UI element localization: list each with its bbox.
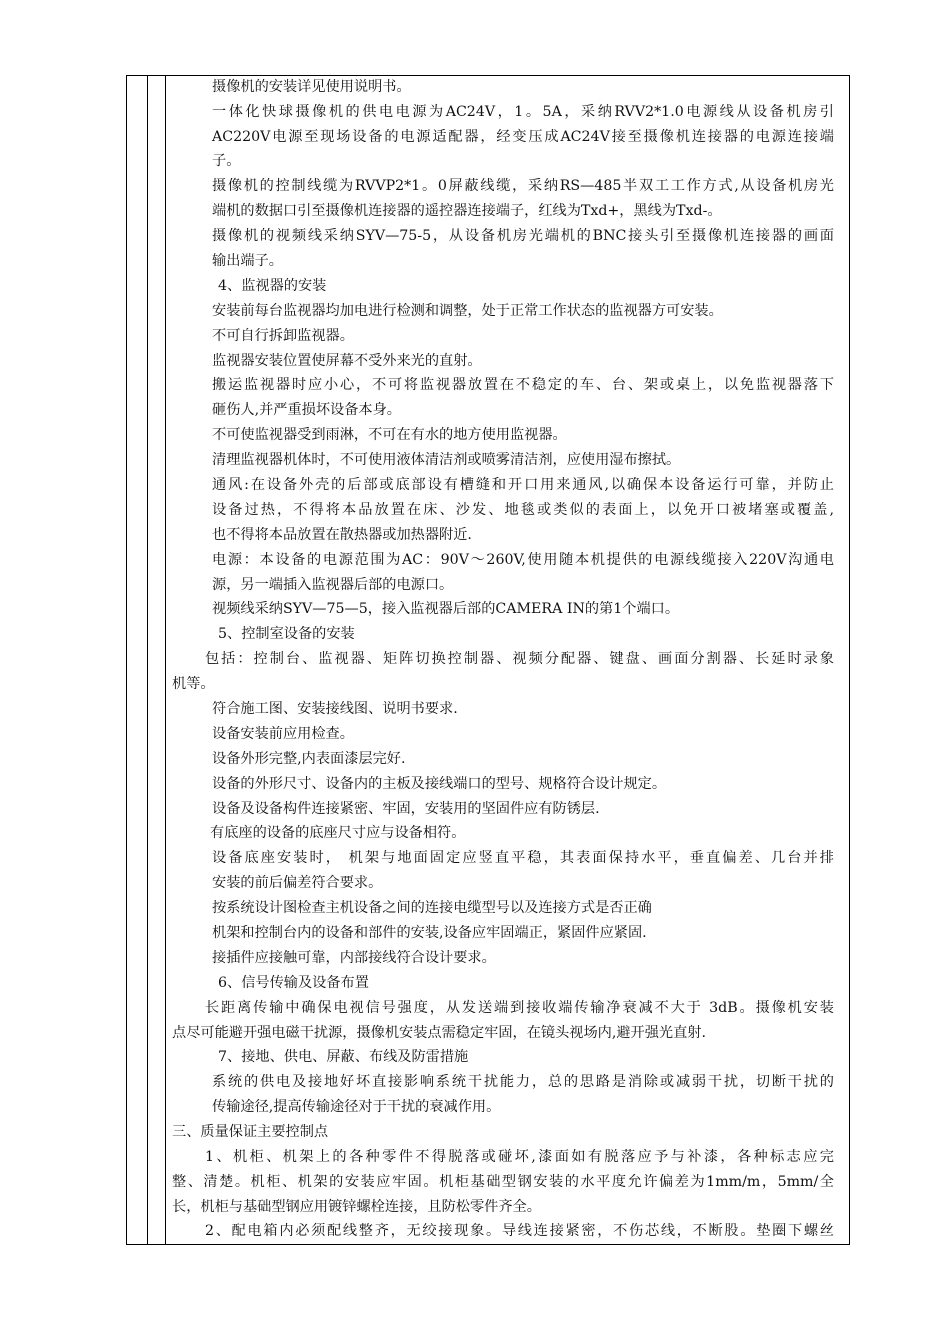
text-line: 三、质量保证主要控制点 [172,1124,329,1140]
text-line: 不可自行拆卸监视器。 [212,328,354,344]
text-line: 接插件应接触可靠，内部接线符合设计要求。 [212,950,496,966]
text-line: 设备及设备构件连接紧密、牢固，安装用的坚固件应有防锈层. [212,801,600,817]
text-line: 子。 [212,153,241,169]
text-line: 点尽可能避开强电磁干扰源，摄像机安装点需稳定牢固，在镜头视场内,避开强光直射. [172,1025,706,1041]
text-line: 2、配电箱内必须配线整齐，无绞接现象。导线连接紧密，不伤芯线，不断股。垫圈下螺丝 [205,1223,834,1239]
text-line: 设备过热，不得将本品放置在床、沙发、地毯或类似的表面上，以免开口被堵塞或覆盖, [212,502,834,518]
text-line: 摄像机的安装详见使用说明书。 [212,79,411,95]
text-line: 监视器安装位置使屏幕不受外来光的直射。 [212,353,482,369]
text-line: 源，另一端插入监视器后部的电源口。 [212,577,454,593]
text-line: AC220V电源至现场设备的电源适配器，经变压成AC24V接至摄像机连接器的电源连接端 [212,129,834,145]
text-line: 有底座的设备的底座尺寸应与设备相符。 [210,825,466,841]
text-line: 不可使监视器受到雨淋，不可在有水的地方使用监视器。 [212,427,567,443]
text-line: 机架和控制台内的设备和部件的安装,设备应牢固端正，紧固件应紧固. [212,925,647,941]
text-line: 长距离传输中确保电视信号强度，从发送端到接收端传输净衰减不大于 3dB。摄像机安装 [205,1000,834,1016]
text-line: 安装前每台监视器均加电进行检测和调整，处于正常工作状态的监视器方可安装。 [212,303,723,319]
text-line: 传输途径,提高传输途径对于干扰的衰减作用。 [212,1099,501,1115]
text-line: 5、控制室设备的安装 [218,626,355,642]
text-line: 电源：本设备的电源范围为AC：90V～260V,使用随本机提供的电源线缆接入220V沟通电 [212,552,834,568]
text-line: 4、监视器的安装 [218,278,327,294]
text-line: 7、接地、供电、屏蔽、布线及防雷措施 [218,1049,469,1065]
text-line: 视频线采纳SYV—75—5，接入监视器后部的CAMERA IN的第1个端口。 [212,601,680,617]
text-line: 砸伤人,并严重损坏设备本身。 [212,402,401,418]
text-line: 符合施工图、安装接线图、说明书要求. [212,701,458,717]
text-line: 端机的数据口引至摄像机连接器的遥控器连接端子，红线为Txd+，黑线为Txd-。 [212,203,722,219]
text-line: 1、机柜、机架上的各种零件不得脱落或碰坏,漆面如有脱落应予与补漆，各种标志应完 [205,1149,834,1165]
text-line: 整、清楚。机柜、机架的安装应牢固。机柜基础型钢安装的水平度允许偏差为1mm/m，5mm/全 [172,1174,834,1190]
text-line: 安装的前后偏差符合要求。 [212,875,383,891]
text-line: 包括：控制台、监视器、矩阵切换控制器、视频分配器、键盘、画面分割器、长延时录象 [205,651,834,667]
text-line: 设备底座安装时， 机架与地面固定应竖直平稳，其表面保持水平，垂直偏差、几台并排 [212,850,834,866]
text-line: 搬运监视器时应小心，不可将监视器放置在不稳定的车、台、架或桌上，以免监视器落下 [212,377,834,393]
text-line: 6、信号传输及设备布置 [218,975,369,991]
text-line: 按系统设计图检查主机设备之间的连接电缆型号以及连接方式是否正确 [212,900,652,916]
text-line: 输出端子。 [212,253,283,269]
text-line: 设备外形完整,内表面漆层完好. [212,751,406,767]
text-line: 设备的外形尺寸、设备内的主板及接线端口的型号、规格符合设计规定。 [212,776,667,792]
text-line: 摄像机的控制线缆为RVVP2*1。0屏蔽线缆，采纳RS—485半双工工作方式,从设备机房光 [212,178,834,194]
text-line: 清理监视器机体时，不可使用液体清洁剂或喷雾清洁剂，应使用湿布擦拭。 [212,452,681,468]
text-line: 也不得将本品放置在散热器或加热器附近. [212,527,472,543]
text-line: 设备安装前应用检查。 [212,726,354,742]
text-line: 系统的供电及接地好坏直接影响系统干扰能力，总的思路是消除或减弱干扰，切断干扰的 [212,1074,834,1090]
text-line: 摄像机的视频线采纳SYV—75-5，从设备机房光端机的BNC接头引至摄像机连接器的画面 [212,228,834,244]
text-line: 一体化快球摄像机的供电电源为AC24V，1。5A，采纳RVV2*1.0电源线从设备机房引 [212,104,834,120]
text-line: 通风:在设备外壳的后部或底部设有槽缝和开口用来通风,以确保本设备运行可靠，并防止 [212,477,834,493]
text-line: 长，机柜与基础型钢应用镀锌螺栓连接，且防松零件齐全。 [172,1199,541,1215]
column-divider [147,75,148,1245]
text-line: 机等。 [172,676,215,692]
